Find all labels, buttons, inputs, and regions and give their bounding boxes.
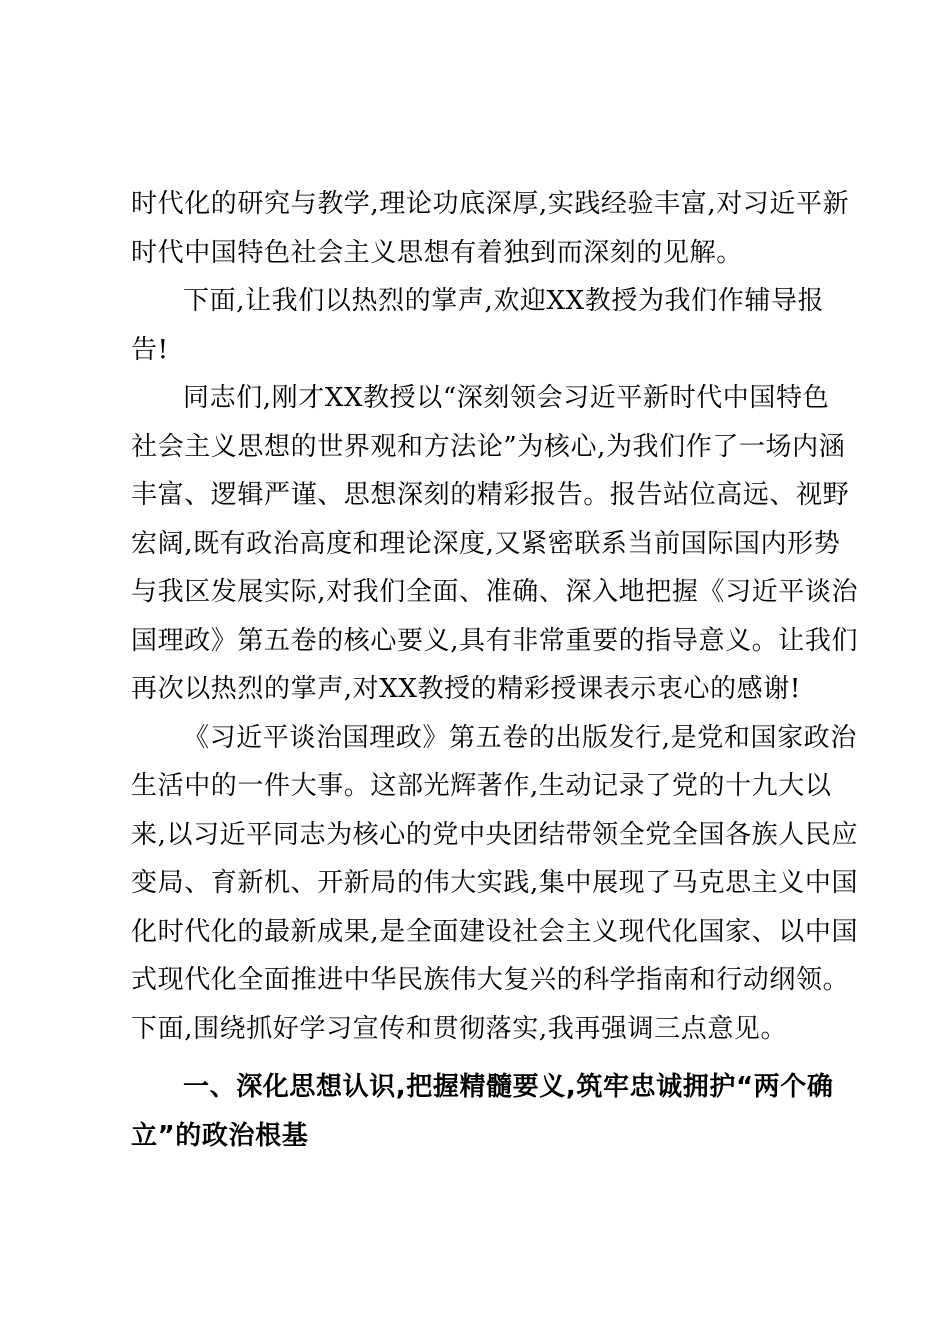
text-line: 时代化的研究与教学,理论功底深厚,实践经验丰富,对习近平新: [131, 189, 850, 219]
paragraph-thanks: [131, 374, 859, 714]
section-heading-one: [131, 1063, 834, 1161]
text-line: 《习近平谈治国理政》第五卷的出版发行,是党和国家政治: [183, 722, 857, 753]
text-line: 与我区发展实际,对我们全面、准确、深入地把握《习近平谈治: [131, 577, 859, 607]
paragraph-intro-continuation: [131, 180, 850, 277]
text-line: 化时代化的最新成果,是全面建设社会主义现代化国家、以中国: [131, 916, 859, 947]
heading-line: 一、深化思想认识,把握精髓要义,筑牢忠诚拥护“两个确: [183, 1072, 834, 1102]
text-line: 社会主义思想的世界观和方法论”为核心,为我们作了一场内涵: [131, 431, 846, 462]
text-line: 变局、育新机、开新局的伟大实践,集中展现了马克思主义中国: [131, 868, 859, 898]
text-line: 再次以热烈的掌声,对XX教授的精彩授课表示衷心的感谢!: [131, 674, 801, 704]
paragraph-book-significance: [131, 714, 859, 1054]
document-page: [131, 180, 859, 1161]
text-line: 式现代化全面推进中华民族伟大复兴的科学指南和行动纲领。: [131, 965, 850, 995]
text-line: 下面,围绕抓好学习宣传和贯彻落实,我再强调三点意见。: [131, 1013, 788, 1044]
text-line: 来,以习近平同志为核心的党中央团结带领全党全国各族人民应: [131, 819, 859, 850]
text-line: 同志们,刚才XX教授以“深刻领会习近平新时代中国特色: [183, 383, 830, 413]
text-line: 宏阔,既有政治高度和理论深度,又紧密联系当前国际国内形势: [131, 528, 841, 559]
text-line: 时代中国特色社会主义思想有着独到而深刻的见解。: [131, 237, 743, 268]
text-line: 告!: [131, 334, 169, 365]
heading-line: 立”的政治根基: [131, 1121, 309, 1151]
text-line: 下面,让我们以热烈的掌声,欢迎XX教授为我们作辅导报: [183, 286, 825, 316]
text-line: 国理政》第五卷的核心要义,具有非常重要的指导意义。让我们: [131, 625, 859, 656]
text-line: 生活中的一件大事。这部光辉著作,生动记录了党的十九大以: [131, 771, 832, 801]
paragraph-welcome: [131, 277, 831, 374]
text-line: 丰富、逻辑严谨、思想深刻的精彩报告。报告站位高远、视野: [131, 480, 850, 510]
